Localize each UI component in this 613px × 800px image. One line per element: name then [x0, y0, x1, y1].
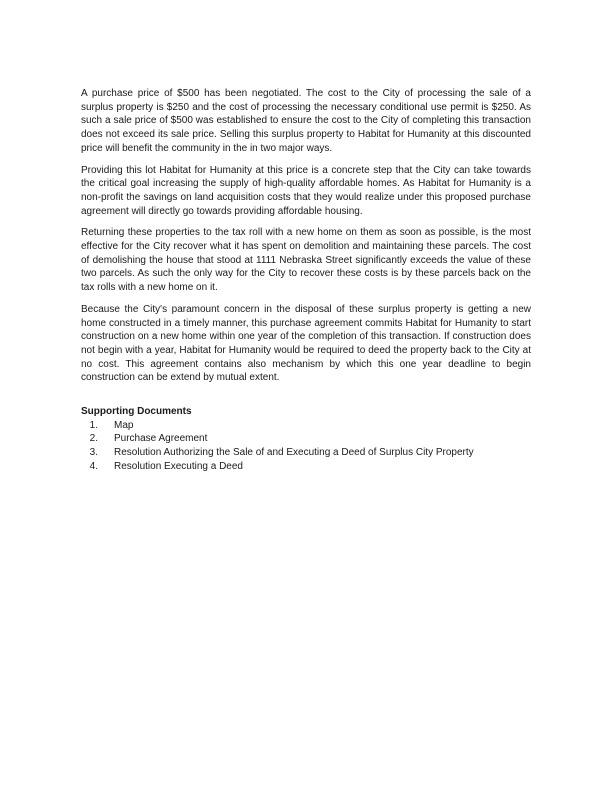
paragraph-tax-roll: Returning these properties to the tax roll with a new home on them as soon as possible, is the most effective for the City recover what it has spent on demolition and maintaining these parcels. The cost of demolishing the house that stood at 1111 Nebraska Street significantly exceeds the value of these two parcels. As such the only way for the City to recover these costs is by these parcels back on the tax rolls with a new home on it. — [81, 227, 531, 294]
list-item — [81, 460, 531, 474]
document-body — [81, 87, 531, 474]
list-item-label: Resolution Authorizing the Sale of and Executing a Deed of Surplus City Property — [114, 447, 474, 459]
list-item-label: Map — [114, 419, 134, 431]
list-item-label: Resolution Executing a Deed — [114, 460, 243, 472]
supporting-documents-list — [81, 419, 531, 474]
supporting-documents-heading: Supporting Documents — [81, 406, 192, 418]
list-item-label: Purchase Agreement — [114, 433, 208, 445]
paragraph-construction-commitment: Because the City's paramount concern in the disposal of these surplus property is getting a new home constructed in a timely manner, this purchase agreement commits Habitat for Humanity to start construction on a new home within one year of the completion of this transaction. If construction does not begin with a year, Habitat for Humanity would be required to deed the property back to the City at no cost. This agreement contains also mechanism by which this one year deadline to begin construction can be extend by mutual extent. — [81, 303, 531, 384]
list-item-number: 2. — [89, 433, 98, 445]
list-item-number: 4. — [89, 460, 98, 472]
list-item — [81, 446, 531, 460]
paragraph-affordable-housing: Providing this lot Habitat for Humanity at this price is a concrete step that the City can take towards the critical goal increasing the supply of high-quality affordable homes. As Habitat for Humanity is a non-profit the savings on land acquisition costs that they would realize under this proposed purchase agreement will directly go towards providing affordable housing. — [81, 164, 531, 217]
list-item — [81, 432, 531, 446]
paragraph-purchase-price: A purchase price of $500 has been negotiated. The cost to the City of processing the sale of a surplus property is $250 and the cost of processing the necessary conditional use permit is $250. As such a sale price of $500 was established to ensure the cost to the City of completing this transaction does not exceed its sale price. Selling this surplus property to Habitat for Humanity at this discounted price will benefit the community in the in two major ways. — [81, 88, 531, 154]
list-item-number: 1. — [89, 419, 98, 431]
list-item — [81, 419, 531, 433]
list-item-number: 3. — [89, 447, 98, 459]
